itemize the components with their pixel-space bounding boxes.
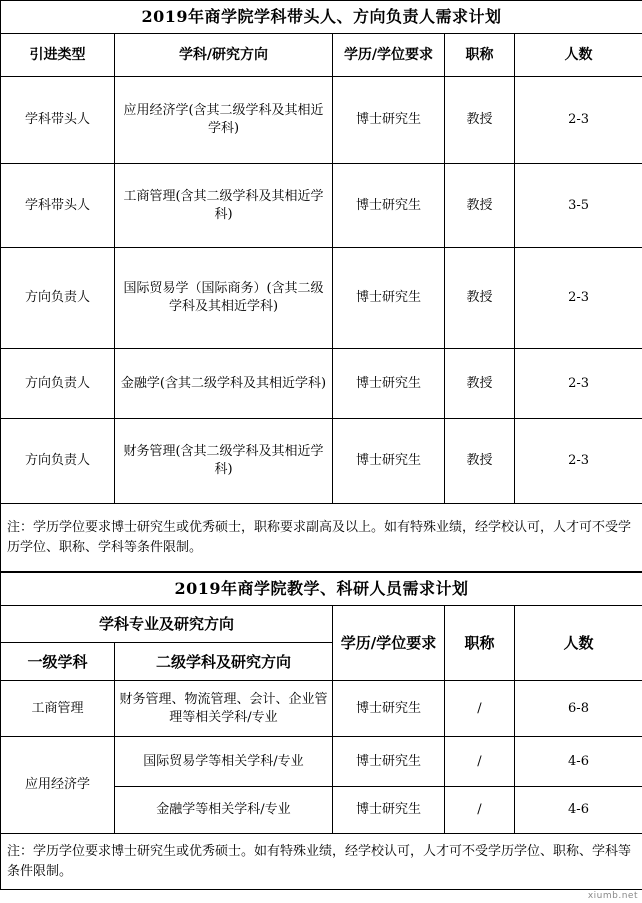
field: 应用经济学(含其二级学科及其相近学科) [115,77,333,164]
headcount: 4-6 [515,737,642,787]
headcount: 3-5 [515,164,642,248]
job-title: 教授 [445,349,515,419]
headcount: 6-8 [515,681,642,737]
table-row [1,419,642,504]
table2-title: 2019年商学院教学、科研人员需求计划 [1,573,642,606]
header-recruit-type: 引进类型 [1,34,115,77]
headcount: 4-6 [515,787,642,834]
level2-discipline: 财务管理、物流管理、会计、企业管理等相关学科/专业 [115,681,333,737]
field: 财务管理(含其二级学科及其相近学科) [115,419,333,504]
job-title: 教授 [445,248,515,349]
degree: 博士研究生 [333,164,445,248]
job-title: 教授 [445,419,515,504]
header-count: 人数 [515,606,642,681]
field: 工商管理(含其二级学科及其相近学科) [115,164,333,248]
degree: 博士研究生 [333,77,445,164]
recruit-type: 方向负责人 [1,419,115,504]
headcount: 2-3 [515,349,642,419]
header-title: 职称 [445,34,515,77]
recruit-type: 方向负责人 [1,349,115,419]
header-count: 人数 [515,34,642,77]
headcount: 2-3 [515,248,642,349]
table-row [1,737,642,787]
headcount: 2-3 [515,77,642,164]
table-row [1,248,642,349]
header-field: 学科/研究方向 [115,34,333,77]
table2-note: 注：学历学位要求博士研究生或优秀硕士。如有特殊业绩，经学校认可，人才可不受学历学位、职称、学科等条件限制。 [1,834,642,890]
level2-discipline: 国际贸易学等相关学科/专业 [115,737,333,787]
job-title: 教授 [445,164,515,248]
level1-discipline: 应用经济学 [1,737,115,834]
recruit-type: 方向负责人 [1,248,115,349]
degree: 博士研究生 [333,681,445,737]
recruit-type: 学科带头人 [1,164,115,248]
header-degree: 学历/学位要求 [333,34,445,77]
header-title: 职称 [445,606,515,681]
degree: 博士研究生 [333,248,445,349]
job-title: / [445,737,515,787]
job-title: / [445,681,515,737]
header-level2: 二级学科及研究方向 [115,643,333,681]
header-level1: 一级学科 [1,643,115,681]
table-row [1,77,642,164]
header-degree: 学历/学位要求 [333,606,445,681]
headcount: 2-3 [515,419,642,504]
field: 国际贸易学（国际商务）(含其二级学科及其相近学科) [115,248,333,349]
table-row [1,349,642,419]
recruit-type: 学科带头人 [1,77,115,164]
header-field-group: 学科专业及研究方向 [1,606,333,643]
field: 金融学(含其二级学科及其相近学科) [115,349,333,419]
staff-demand-table [0,572,642,890]
table1-note: 注：学历学位要求博士研究生或优秀硕士，职称要求副高及以上。如有特殊业绩，经学校认可，人才可不受学历学位、职称、学科等条件限制。 [1,504,642,572]
table1-title: 2019年商学院学科带头人、方向负责人需求计划 [1,1,642,34]
degree: 博士研究生 [333,419,445,504]
level1-discipline: 工商管理 [1,681,115,737]
job-title: / [445,787,515,834]
table-row [1,681,642,737]
watermark: xiumb.net [587,891,638,901]
degree: 博士研究生 [333,349,445,419]
level2-discipline: 金融学等相关学科/专业 [115,787,333,834]
degree: 博士研究生 [333,737,445,787]
table-row [1,164,642,248]
job-title: 教授 [445,77,515,164]
degree: 博士研究生 [333,787,445,834]
